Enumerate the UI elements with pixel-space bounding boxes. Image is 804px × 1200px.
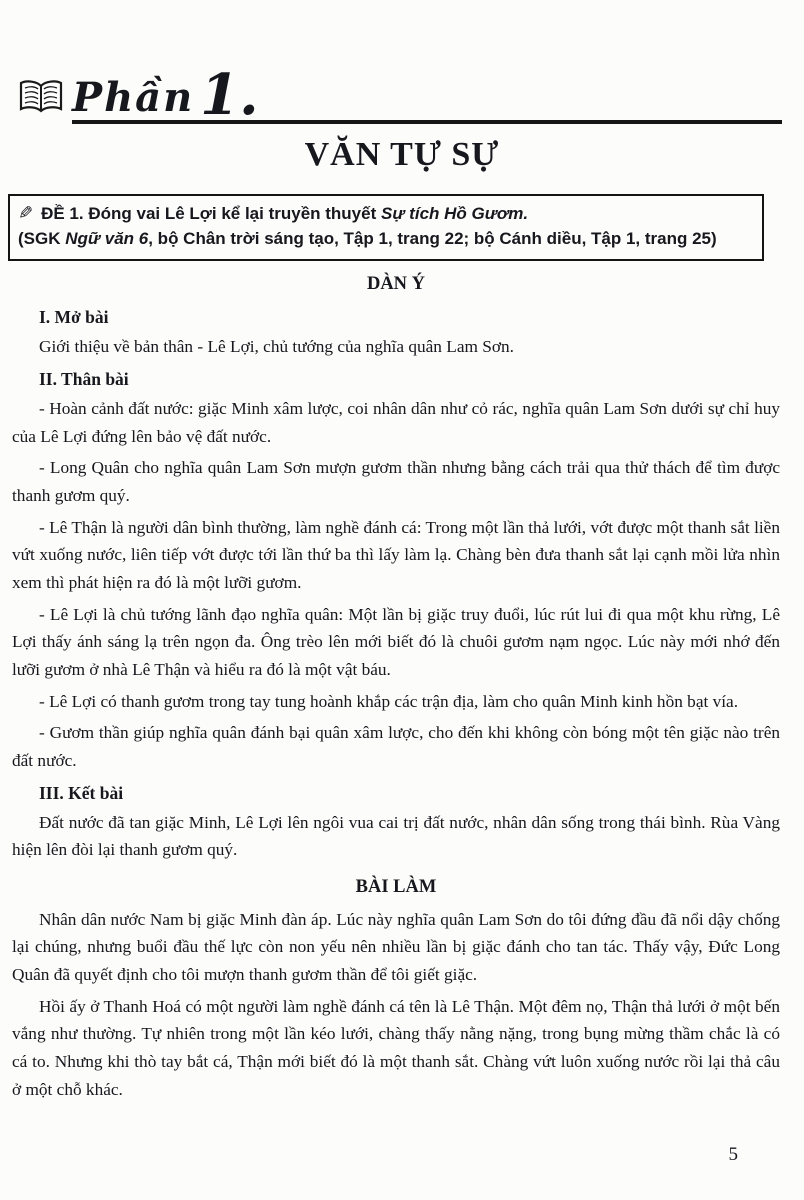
assignment-title: [18, 201, 752, 227]
essay-paragraph: Nhân dân nước Nam bị giặc Minh đàn áp. Lúc này nghĩa quân Lam Sơn do tôi đứng đầu đã nổi dậy chống lại chúng, nhưng buổi đầu thế lực còn non yếu nên nhiều lần bị giặc đánh cho tan tác. Thấy vậy, Đức Long Quân đã quyết định cho tôi mượn thanh gươm thần để tôi giết giặc.: [12, 909, 780, 985]
part-label-word: Phần: [72, 74, 195, 121]
page-number: 5: [728, 1144, 738, 1165]
outline-paragraph: - Long Quân cho nghĩa quân Lam Sơn mượn gươm thần nhưng bằng cách trải qua thử thách để tìm được thanh gươm quý.: [12, 458, 780, 506]
page-title: VĂN TỰ SỰ: [304, 136, 500, 173]
outline-paragraph: - Hoàn cảnh đất nước: giặc Minh xâm lược, coi nhân dân như cỏ rác, nghĩa quân Lam Sơn dưới sự chỉ huy của Lê Lợi đứng lên bảo vệ đất nước.: [12, 399, 780, 446]
open-book-icon: [18, 77, 64, 122]
page-content: [0, 270, 804, 1104]
header-rule: [72, 62, 782, 129]
outline-paragraph: - Lê Lợi có thanh gươm trong tay tung hoành khắp các trận địa, làm cho quân Minh kinh hồn bạt vía.: [39, 691, 739, 711]
assignment-title-work: Sự tích Hồ Gươm.: [380, 204, 529, 223]
assignment-title-text: ĐỀ 1. Đóng vai Lê Lợi kể lại truyền thuyết: [41, 204, 381, 223]
assignment-source-suffix: , bộ Chân trời sáng tạo, Tập 1, trang 22; bộ Cánh diều, Tập 1, trang 25): [148, 229, 717, 249]
outline-paragraph: - Lê Lợi là chủ tướng lãnh đạo nghĩa quân: Một lần bị giặc truy đuổi, lúc rút lui đi qua một khu rừng, Lê Lợi thấy ánh sáng lạ trên ngọn đa. Ông trèo lên mới biết đó là chuôi gươm nạm ngọc. Lúc này mới nhớ đến lưỡi gươm ở nhà Lê Thận và hiểu ra đó là một vật báu.: [12, 604, 780, 680]
assignment-box: [8, 194, 764, 261]
assignment-source-book: Ngữ văn 6: [65, 229, 149, 249]
assignment-source-prefix: (SGK: [18, 229, 66, 249]
outline-paragraph: Đất nước đã tan giặc Minh, Lê Lợi lên ngôi vua cai trị đất nước, nhân dân sống trong thái bình. Rùa Vàng hiện lên đòi lại thanh gươm quý.: [12, 812, 780, 860]
outline-section-label-close: III. Kết bài: [39, 782, 124, 803]
assignment-source: [18, 227, 752, 252]
outline-paragraph: Giới thiệu về bản thân - Lê Lợi, chủ tướng của nghĩa quân Lam Sơn.: [39, 337, 514, 357]
essay-paragraph: Hồi ấy ở Thanh Hoá có một người làm nghề đánh cá tên là Lê Thận. Một đêm nọ, Thận thả lưới ở một bến vắng như thường. Tự nhiên trong một lần kéo lưới, chàng thấy nằng nặng, trong bụng mừng thầm chắc là có cá to. Nhưng khi thò tay bắt cá, Thận mới biết đó là một thanh sắt. Chàng vứt luôn xuống nước rồi lại thả câu ở một chỗ khác.: [12, 996, 780, 1099]
outline-paragraph: - Gươm thần giúp nghĩa quân đánh bại quân xâm lược, cho đến khi không còn bóng một tên giặc nào trên đất nước.: [12, 723, 780, 771]
outline-section-label-open: I. Mở bài: [39, 307, 109, 328]
outline-section-label-body: II. Thân bài: [39, 369, 129, 389]
essay-heading: BÀI LÀM: [355, 877, 437, 898]
part-header: [18, 62, 782, 129]
pencil-icon: ✎: [18, 203, 34, 224]
outline-paragraph: - Lê Thận là người dân bình thường, làm nghề đánh cá: Trong một lần thả lưới, vớt được một thanh sắt liền vứt xuống nước, liên tiếp vớt được tới lần thứ ba thì lấy làm lạ. Chàng bèn đưa thanh sắt lại cạnh mồi lửa nhìn xem thì phát hiện ra đó là một lưỡi gươm.: [12, 517, 780, 593]
part-label-number: 1.: [200, 62, 259, 129]
outline-heading: DÀN Ý: [366, 273, 426, 294]
